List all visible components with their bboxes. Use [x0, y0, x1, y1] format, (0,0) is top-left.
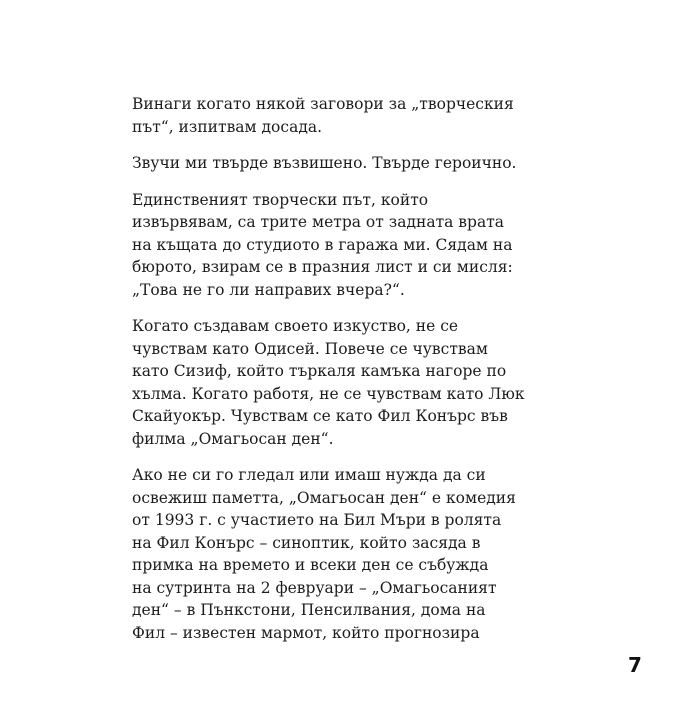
- text-line: Единственият творчески път, който: [132, 190, 429, 209]
- text-line: ден“ – в Пънкстони, Пенсилвания, дома на: [132, 601, 486, 619]
- paragraph: [132, 464, 552, 644]
- text-line: чувствам като Одисей. Повече се чувствам: [132, 339, 488, 358]
- text-line: „Това не го ли направих вчера?“.: [132, 280, 405, 299]
- page-number: 7: [628, 653, 642, 677]
- text-line: Скайуокър. Чувствам се като Фил Конърс във: [132, 407, 508, 425]
- text-line: примка на времето и всеки ден се събужда: [132, 556, 489, 574]
- text-line: освежиш паметта, „Омагьосан ден“ е комедия: [132, 488, 516, 507]
- text-line: от 1993 г. с участието на Бил Мъри в ролята: [132, 511, 502, 529]
- text-line: Винаги когато някой заговори за „творческия: [132, 95, 514, 113]
- text-line: Фил – известен мармот, който прогнозира: [132, 623, 480, 642]
- text-line: Звучи ми твърде възвишено. Твърде героично.: [132, 154, 517, 172]
- text-line: на къщата до студиото в гаража ми. Сядам на: [132, 235, 513, 254]
- text-line: Ако не си го гледал или имаш нужда да си: [132, 466, 486, 484]
- text-line: като Сизиф, който търкаля камъка нагоре по: [132, 362, 507, 380]
- paragraph: [132, 189, 552, 302]
- paragraph: [132, 315, 552, 450]
- text-line: филма „Омагьосан ден“.: [132, 429, 334, 448]
- text-line: извървявам, са трите метра от задната врата: [132, 213, 505, 231]
- text-line: път“, изпитвам досада.: [132, 117, 323, 136]
- paragraph: [132, 152, 552, 175]
- text-line: Когато създавам своето изкуство, не се: [132, 317, 459, 335]
- body-text: [132, 93, 552, 658]
- paragraph: [132, 93, 552, 138]
- text-line: хълма. Когато работя, не се чувствам като Люк: [132, 384, 525, 403]
- text-line: на Фил Конърс – синоптик, който засяда в: [132, 533, 481, 552]
- text-line: на сутринта на 2 февруари – „Омагьосаният: [132, 578, 497, 597]
- text-line: бюрото, взирам се в празния лист и си мисля:: [132, 258, 513, 276]
